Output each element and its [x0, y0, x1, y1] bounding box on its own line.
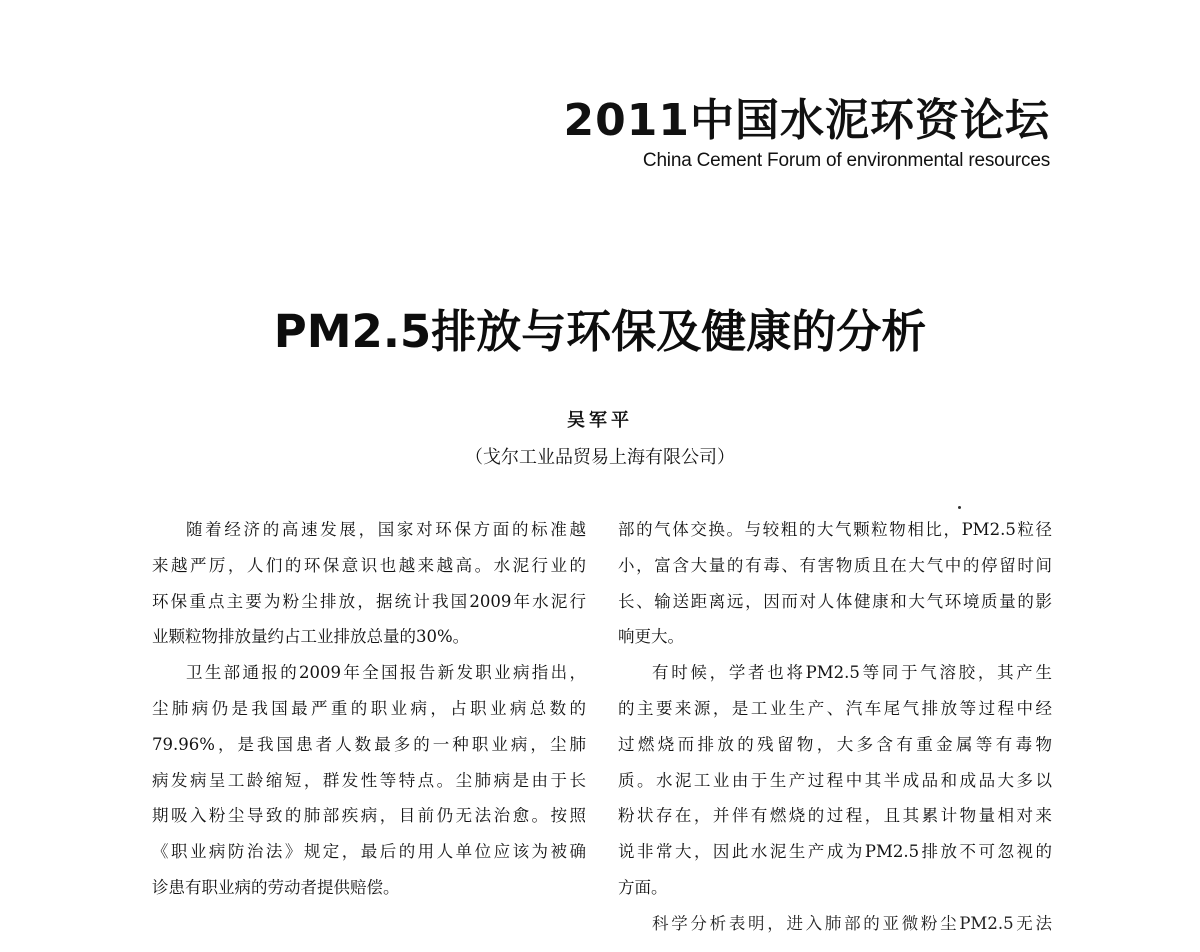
text-line: 说非常大，因此水泥生产成为PM2.5排放不可忽视的	[618, 842, 1052, 862]
right-column	[618, 512, 1052, 942]
forum-subtitle: China Cement Forum of environmental resources	[642, 150, 1050, 171]
text-line: 长、输送距离远，因而对人体健康和大气环境质量的影	[618, 591, 1052, 611]
article-author: 吴军平	[567, 410, 633, 431]
forum-title: 2011中国水泥环资论坛	[563, 95, 1050, 146]
text-line: 科学分析表明，进入肺部的亚微粉尘PM2.5无法	[652, 913, 1052, 933]
text-line: 方面。	[618, 877, 668, 897]
text-line: 《职业病防治法》规定，最后的用人单位应该为被确	[152, 842, 586, 862]
text-line: 响更大。	[618, 627, 684, 647]
scan-speck	[958, 506, 961, 509]
text-line: 部的气体交换。与较粗的大气颗粒物相比，PM2.5粒径	[618, 520, 1052, 539]
text-line: 过燃烧而排放的残留物，大多含有重金属等有毒物	[618, 734, 1052, 754]
text-line: 期吸入粉尘导致的肺部疾病，目前仍无法治愈。按照	[152, 806, 586, 826]
left-column	[152, 512, 586, 906]
text-line: 粉状存在，并伴有燃烧的过程，且其累计物量相对来	[618, 806, 1052, 826]
text-line: 随着经济的高速发展，国家对环保方面的标准越	[186, 520, 586, 539]
text-line: 小，富含大量的有毒、有害物质且在大气中的停留时间	[618, 555, 1052, 575]
text-line: 质。水泥工业由于生产过程中其半成品和成品大多以	[618, 770, 1052, 790]
text-line: 业颗粒物排放量约占工业排放总量的30%。	[152, 627, 470, 647]
article-title: PM2.5排放与环保及健康的分析	[273, 305, 927, 358]
author-affiliation: （戈尔工业品贸易上海有限公司）	[465, 447, 735, 468]
text-line: 病发病呈工龄缩短，群发性等特点。尘肺病是由于长	[152, 770, 586, 790]
forum-header	[450, 92, 1050, 172]
text-line: 环保重点主要为粉尘排放，据统计我国2009年水泥行	[152, 591, 586, 611]
text-line: 来越严厉，人们的环保意识也越来越高。水泥行业的	[152, 555, 586, 575]
text-line: 诊患有职业病的劳动者提供赔偿。	[152, 877, 400, 897]
text-line: 79.96%，是我国患者人数最多的一种职业病，尘肺	[152, 734, 586, 754]
text-line: 有时候，学者也将PM2.5等同于气溶胶，其产生	[652, 663, 1052, 683]
text-line: 尘肺病仍是我国最严重的职业病，占职业病总数的	[152, 698, 586, 718]
text-line: 的主要来源，是工业生产、汽车尾气排放等过程中经	[618, 698, 1052, 718]
text-line: 卫生部通报的2009年全国报告新发职业病指出，	[186, 663, 586, 683]
